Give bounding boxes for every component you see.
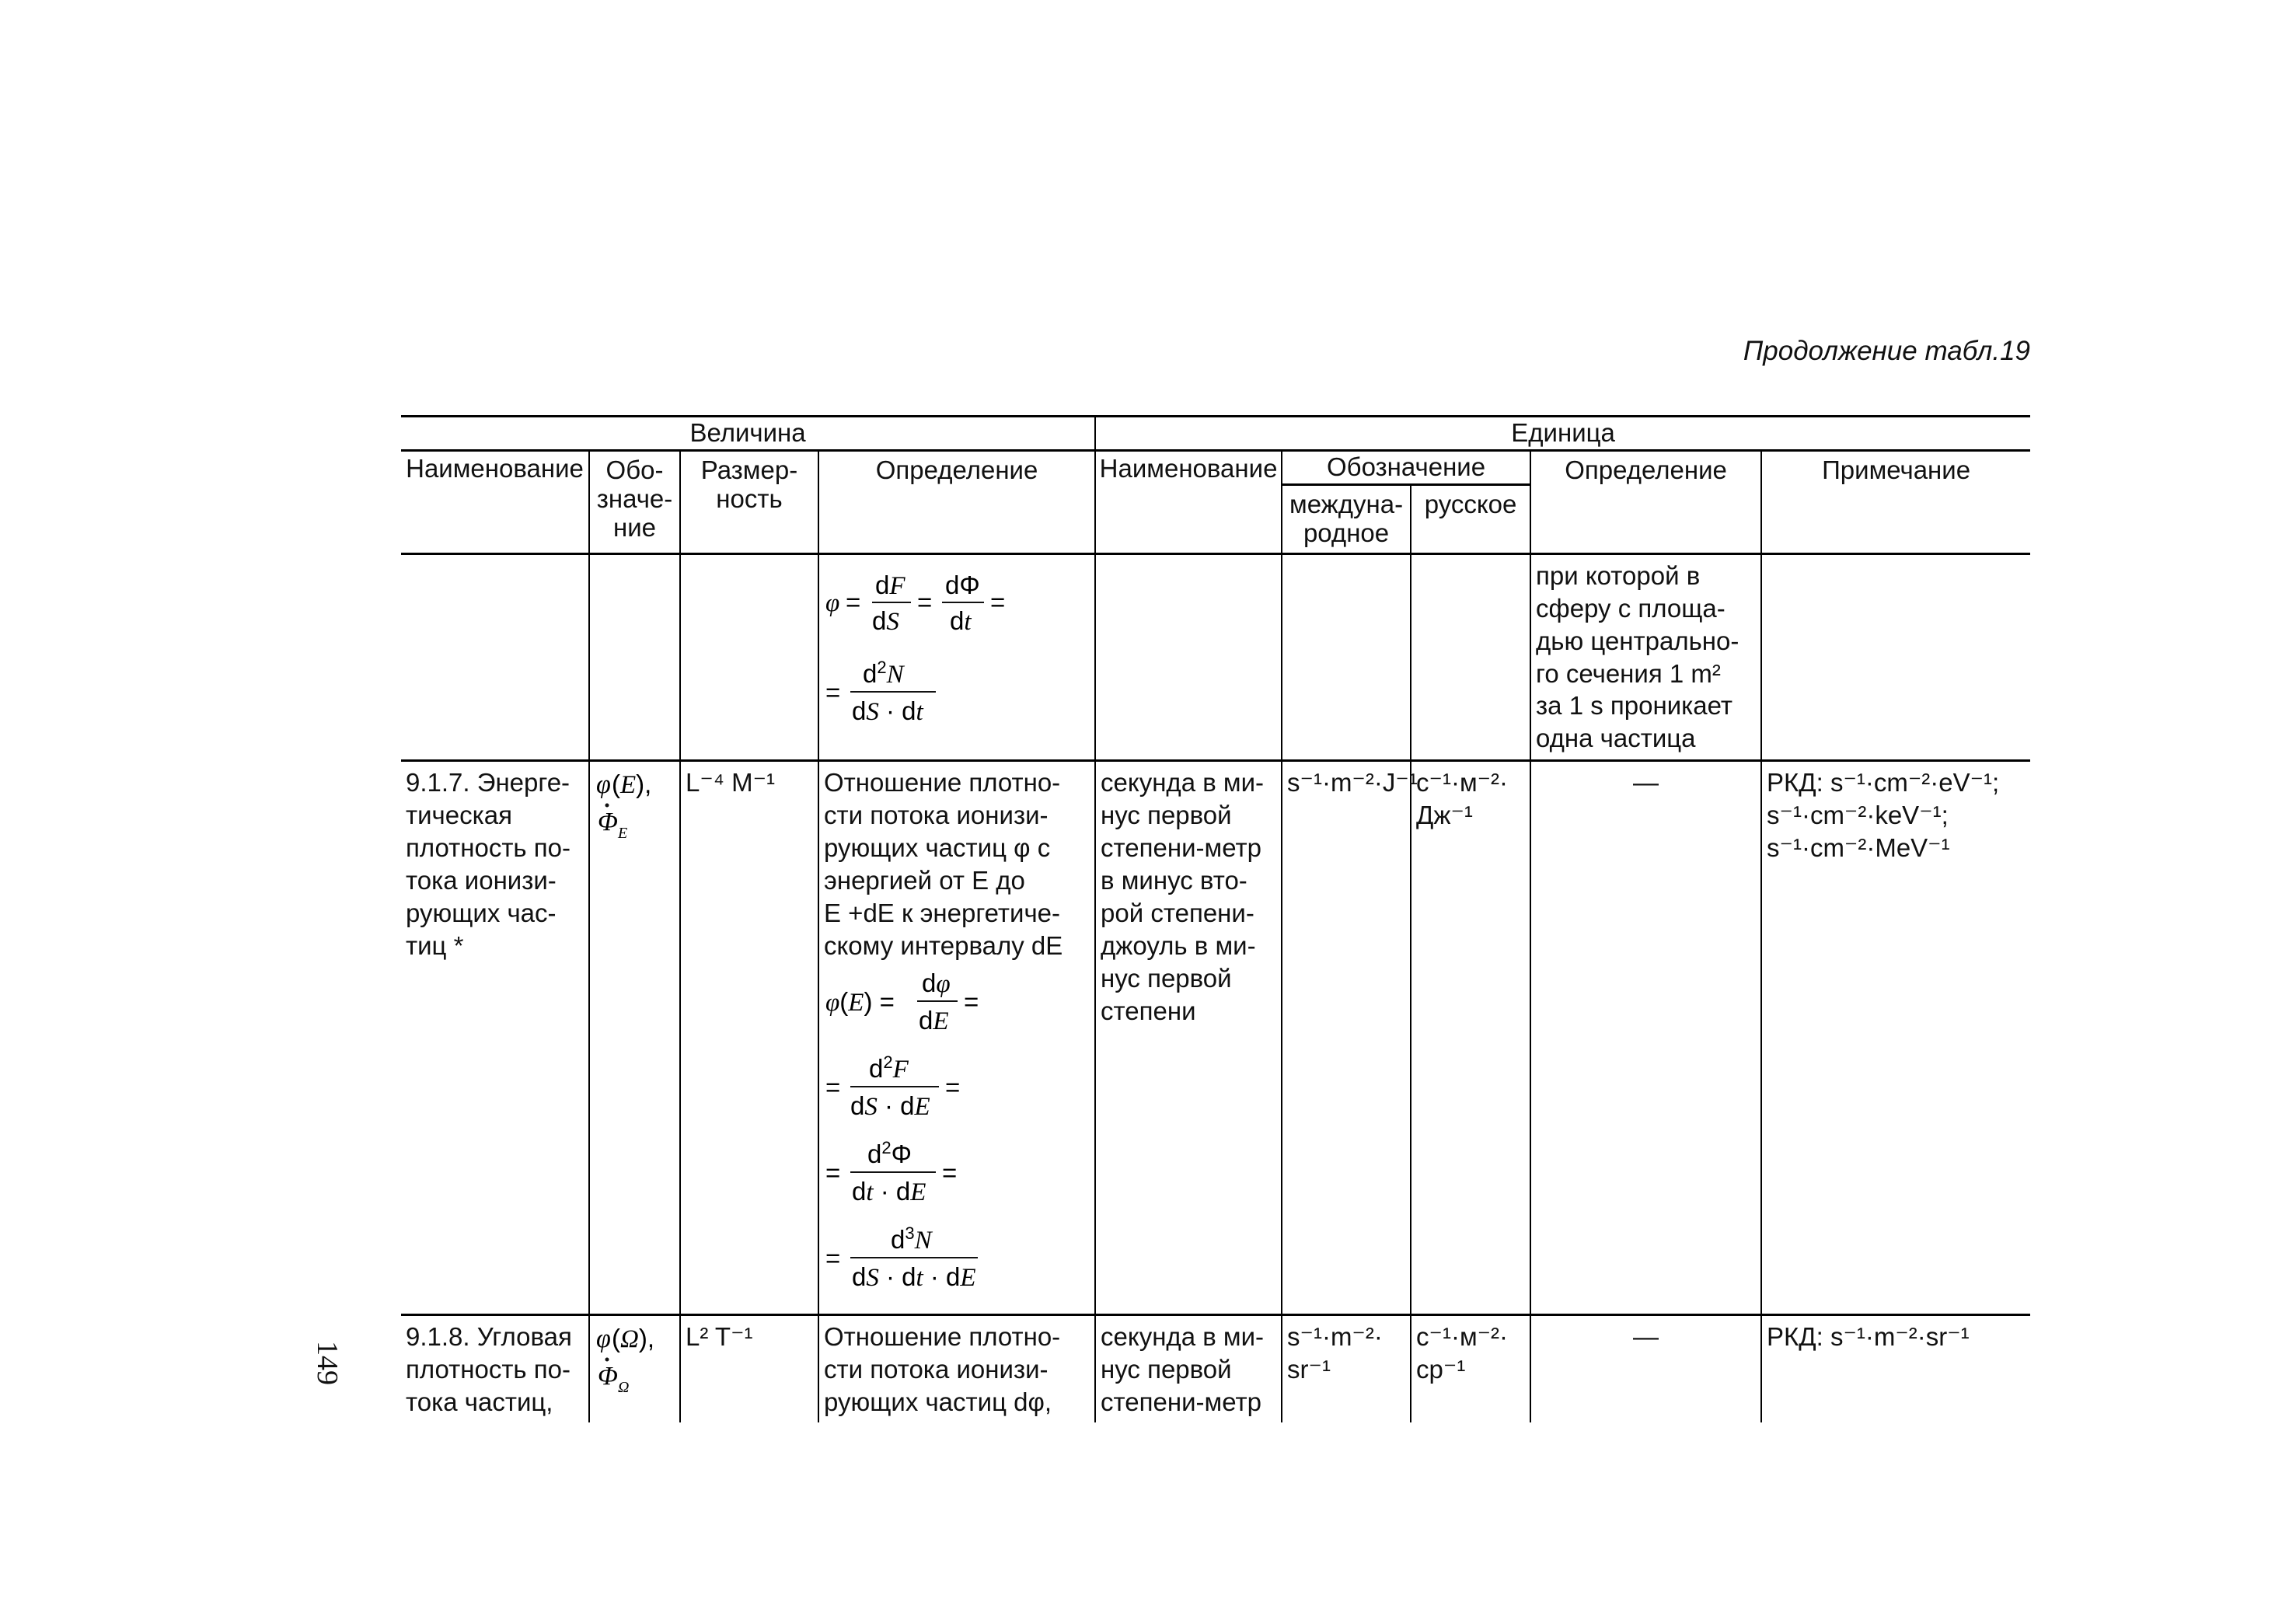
header-group-unit: Единица — [1095, 417, 2030, 451]
svg-text:Ω: Ω — [618, 1378, 630, 1396]
svg-text:dΦ: dΦ — [945, 570, 980, 599]
cell-note: РКД: s⁻¹·cm⁻²·eV⁻¹; s⁻¹·cm⁻²·keV⁻¹; s⁻¹·cm⁻²·MeV⁻¹ — [1761, 761, 2030, 1314]
svg-text:dS: dS — [872, 606, 899, 636]
svg-text:=: = — [945, 1072, 961, 1101]
cell-definition-formulas — [818, 553, 1095, 760]
cell-symbol — [589, 553, 680, 760]
symbol-phi-omega — [595, 1321, 672, 1406]
page-number: 149 — [311, 1341, 344, 1385]
svg-text:(Ω),: (Ω), — [612, 1323, 655, 1353]
cell-note: РКД: s⁻¹·m⁻²·sr⁻¹ — [1761, 1314, 2030, 1422]
svg-text:=: = — [825, 677, 841, 707]
cell-dimension — [680, 553, 818, 760]
svg-text:Φ: Φ — [598, 808, 618, 837]
svg-text:d2Φ: $d^2\Phi$ — [867, 1137, 912, 1168]
svg-text:(E),: (E), — [612, 770, 652, 800]
header-row-columns — [401, 450, 2030, 484]
svg-text:=: = — [990, 587, 1006, 616]
svg-text:E: E — [618, 825, 628, 843]
quantities-table — [401, 415, 2030, 1422]
table-caption: Продолжение табл.19 — [1743, 336, 2030, 366]
svg-text:φ(E) =: φ(E) = — [825, 986, 895, 1017]
svg-text:φ: φ — [596, 770, 611, 800]
formula-phi-e-4 — [824, 1223, 1090, 1301]
svg-text:d3N: $d^3N$ — [891, 1223, 932, 1255]
svg-text:φ: φ — [825, 588, 840, 617]
svg-text:d2F: $d^2F$ — [869, 1052, 909, 1084]
header-row-groups — [401, 417, 2030, 451]
cell-definition — [818, 761, 1095, 1314]
cell-dimension: L² T⁻¹ — [680, 1314, 818, 1422]
svg-text:dE: dE — [919, 1005, 949, 1035]
header-unit-definition: Определение — [1530, 450, 1761, 553]
cell-unit-name: секунда в ми- нус первой степени-метр — [1095, 1314, 1282, 1422]
cell-symbol — [589, 761, 680, 1314]
header-unit-symbol-ru: русское — [1411, 484, 1530, 553]
cell-name: 9.1.7. Энерге- тическая плотность по- тока ионизи- рующих час- тиц * — [401, 761, 589, 1314]
svg-text:dφ: dφ — [922, 968, 951, 998]
header-unit-symbol-intl: междуна- родное — [1282, 484, 1411, 553]
table-row-continuation — [401, 553, 2030, 760]
cell-unit-definition: — — [1530, 1314, 1761, 1422]
svg-text:=: = — [917, 587, 933, 616]
cell-symbol — [589, 1314, 680, 1422]
cell-symbol-ru — [1411, 553, 1530, 760]
cell-name: 9.1.8. Угловая плотность по- тока частиц, — [401, 1314, 589, 1422]
svg-text:dt · dE: dt · dE — [852, 1176, 926, 1206]
cell-symbol-intl: s⁻¹·m⁻²·J⁻¹ — [1282, 761, 1411, 1314]
formula-phi-e-1 — [824, 967, 1090, 1045]
cell-definition: Отношение плотно- сти потока ионизи- рующих частиц dφ, — [818, 1314, 1095, 1422]
formula-phi-flux — [824, 564, 1090, 650]
cell-unit-definition: при которой в сферу с площа- дью центрально- го сечения 1 m² за 1 s проникает одна частица — [1530, 553, 1761, 760]
header-quantity-dimension: Размер- ность — [680, 450, 818, 553]
svg-text:=: = — [846, 587, 861, 616]
header-unit-symbol-group: Обозначение — [1282, 450, 1530, 484]
symbol-phi-e — [595, 766, 672, 852]
cell-dimension: L⁻⁴ M⁻¹ — [680, 761, 818, 1314]
svg-text:dS · dE: dS · dE — [850, 1091, 930, 1121]
header-quantity-symbol: Обо- значе- ние — [589, 450, 680, 553]
cell-symbol-intl — [1282, 553, 1411, 760]
header-quantity-name: Наименование — [401, 450, 589, 553]
svg-text:dt: dt — [950, 606, 972, 636]
svg-text:dS · dt · dE: dS · dt · dE — [852, 1262, 976, 1292]
svg-text:=: = — [825, 1072, 841, 1101]
svg-text:Φ: Φ — [598, 1361, 618, 1391]
table-row-9-1-7 — [401, 761, 2030, 1314]
svg-text:d2N: $d^2N$ — [863, 657, 904, 689]
svg-text:=: = — [825, 1157, 841, 1187]
svg-text:=: = — [942, 1157, 958, 1187]
cell-unit-name — [1095, 553, 1282, 760]
cell-unit-name: секунда в ми- нус первой степени-метр в минус вто- рой степени- джоуль в ми- нус первой степени — [1095, 761, 1282, 1314]
header-unit-name: Наименование — [1095, 450, 1282, 553]
cell-symbol-ru: с⁻¹·м⁻²· ср⁻¹ — [1411, 1314, 1530, 1422]
svg-text:=: = — [964, 986, 979, 1016]
cell-name — [401, 553, 589, 760]
header-quantity-definition: Определение — [818, 450, 1095, 553]
cell-unit-definition: — — [1530, 761, 1761, 1314]
formula-phi-e-3 — [824, 1138, 1090, 1216]
cell-symbol-ru: с⁻¹·м⁻²· Дж⁻¹ — [1411, 761, 1530, 1314]
table-row-9-1-8 — [401, 1314, 2030, 1422]
header-group-quantity: Величина — [401, 417, 1095, 451]
header-unit-note: Примечание — [1761, 450, 2030, 553]
svg-text:dS · dt: dS · dt — [852, 696, 923, 726]
cell-symbol-intl: s⁻¹·m⁻²· sr⁻¹ — [1282, 1314, 1411, 1422]
svg-text:φ: φ — [596, 1324, 611, 1353]
definition-text: Отношение плотно- сти потока ионизи- рующих частиц φ с энергией от E до E +dE к энергетиче- скому интервалу dE — [824, 768, 1063, 960]
svg-text:=: = — [825, 1243, 841, 1272]
svg-text:dF: dF — [875, 570, 905, 600]
formula-phi-e-2 — [824, 1052, 1090, 1130]
formula-phi-second — [824, 658, 1090, 735]
cell-note — [1761, 553, 2030, 760]
